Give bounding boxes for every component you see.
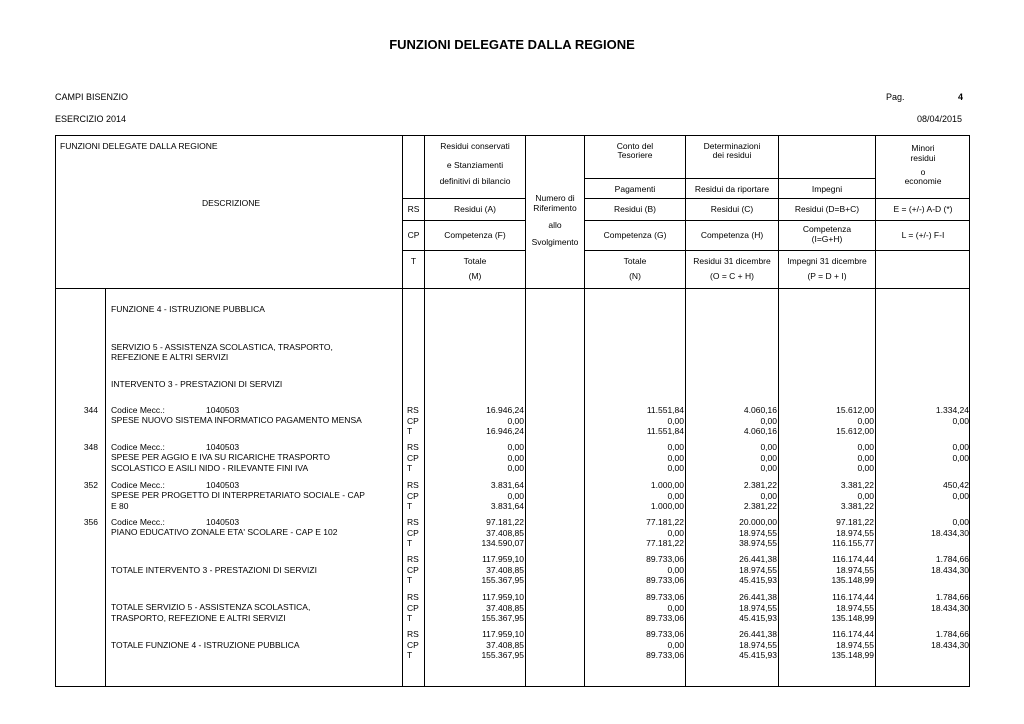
col-residui-h3: definitivi di bilancio bbox=[439, 176, 511, 186]
value-a: 117.959,10 37.408,85 155.367,95 bbox=[481, 554, 524, 585]
value-c: 26.441,38 18.974,55 45.415,93 bbox=[739, 629, 777, 660]
grid-line bbox=[584, 136, 585, 687]
col-e-formula: E = (+/-) A-D (*) bbox=[893, 204, 953, 214]
row-number: 352 bbox=[83, 480, 98, 490]
col-competenza-i2: (I=G+H) bbox=[811, 234, 843, 244]
codice-label: Codice Mecc.: bbox=[111, 442, 165, 452]
funzione-heading: FUNZIONE 4 - ISTRUZIONE PUBBLICA bbox=[111, 304, 265, 314]
col-conto-h1: Conto del bbox=[616, 141, 654, 151]
esercizio: ESERCIZIO 2014 bbox=[55, 114, 127, 124]
value-d: 116.174,44 18.974,55 135.148,99 bbox=[831, 592, 874, 623]
col-impegni: Impegni bbox=[811, 184, 843, 194]
total-label: TOTALE SERVIZIO 5 - ASSISTENZA SCOLASTICA, TRASPORTO, REFEZIONE E ALTRI SERVIZI bbox=[111, 602, 311, 623]
value-c: 26.441,38 18.974,55 45.415,93 bbox=[739, 554, 777, 585]
servizio-heading-1: SERVIZIO 5 - ASSISTENZA SCOLASTICA, TRASPORTO, bbox=[111, 342, 333, 352]
value-b: 89.733,06 0,00 89.733,06 bbox=[646, 554, 684, 585]
codice-mecc: 1040503 bbox=[206, 517, 240, 527]
grid-line bbox=[402, 220, 525, 221]
value-c: 2.381,22 0,00 2.381,22 bbox=[743, 480, 777, 511]
col-res31-1: Residui 31 dicembre bbox=[693, 256, 771, 266]
col-residui-h2: e Stanziamenti bbox=[446, 160, 504, 170]
value-d: 97.181,22 18.974,55 116.155,77 bbox=[832, 517, 874, 548]
col-competenza-h: Competenza (H) bbox=[700, 230, 764, 240]
codice-label: Codice Mecc.: bbox=[111, 405, 165, 415]
value-e: 450,42 0,00 bbox=[943, 480, 969, 501]
value-c: 0,00 0,00 0,00 bbox=[760, 442, 777, 473]
intervento-heading: INTERVENTO 3 - PRESTAZIONI DI SERVIZI bbox=[111, 379, 283, 389]
col-totale-m1: Totale bbox=[463, 256, 487, 266]
grid-line bbox=[56, 288, 969, 289]
row-codes: RS CP T bbox=[407, 517, 419, 548]
grid-line bbox=[585, 178, 875, 179]
grid-line bbox=[402, 250, 525, 251]
code-t: T bbox=[410, 256, 417, 266]
page-label: Pag. bbox=[886, 92, 905, 102]
col-imp31-1: Impegni 31 dicembre bbox=[787, 256, 867, 266]
row-description: SPESE PER PROGETTO DI INTERPRETARIATO SOCIALE - CAP E 80 bbox=[111, 490, 365, 511]
codice-label: Codice Mecc.: bbox=[111, 480, 165, 490]
col-totale-n2: (N) bbox=[629, 271, 641, 281]
col-determ-h2: dei residui bbox=[712, 150, 752, 160]
col-conto-h2: Tesoriere bbox=[617, 150, 653, 160]
value-e: 0,00 0,00 bbox=[952, 442, 969, 463]
col-minori-h2: residui bbox=[910, 153, 936, 163]
grid-line bbox=[402, 136, 403, 687]
value-d: 3.381,22 0,00 3.381,22 bbox=[840, 480, 874, 511]
value-a: 16.946,24 0,00 16.946,24 bbox=[486, 405, 524, 436]
code-cp: CP bbox=[407, 230, 420, 240]
codice-mecc: 1040503 bbox=[206, 405, 240, 415]
value-e: 1.334,24 0,00 bbox=[935, 405, 969, 426]
grid-line bbox=[585, 198, 970, 199]
value-b: 1.000,00 0,00 1.000,00 bbox=[650, 480, 684, 511]
col-res31-2: (O = C + H) bbox=[710, 271, 754, 281]
row-description: PIANO EDUCATIVO ZONALE ETA' SCOLARE - CAP E 102 bbox=[111, 527, 338, 537]
comune-name: CAMPI BISENZIO bbox=[55, 92, 129, 102]
col-residui-a: Residui (A) bbox=[453, 204, 497, 214]
report-table bbox=[55, 135, 970, 687]
value-c: 4.060,16 0,00 4.060,16 bbox=[743, 405, 777, 436]
col-numero-h3: allo bbox=[548, 220, 562, 230]
grid-line bbox=[105, 288, 106, 687]
row-codes: RS CP T bbox=[407, 629, 419, 660]
col-residui-riportare: Residui da riportare bbox=[694, 184, 770, 194]
grid-line bbox=[685, 136, 686, 687]
row-number: 348 bbox=[83, 442, 98, 452]
value-d: 116.174,44 18.974,55 135.148,99 bbox=[831, 554, 874, 585]
row-codes: RS CP T bbox=[407, 480, 419, 511]
value-b: 0,00 0,00 0,00 bbox=[667, 442, 684, 473]
value-c: 26.441,38 18.974,55 45.415,93 bbox=[739, 592, 777, 623]
row-codes: RS CP T bbox=[407, 554, 419, 585]
row-codes: RS CP T bbox=[407, 592, 419, 623]
value-e: 0,00 18.434,30 bbox=[931, 517, 969, 538]
value-a: 0,00 0,00 0,00 bbox=[507, 442, 524, 473]
total-label: TOTALE INTERVENTO 3 - PRESTAZIONI DI SERVIZI bbox=[111, 565, 317, 575]
grid-line bbox=[875, 136, 876, 687]
value-b: 89.733,06 0,00 89.733,06 bbox=[646, 592, 684, 623]
value-c: 20.000,00 18.974,55 38.974,55 bbox=[739, 517, 777, 548]
row-codes: RS CP T bbox=[407, 405, 419, 436]
col-residui-b: Residui (B) bbox=[613, 204, 657, 214]
row-number: 344 bbox=[83, 405, 98, 415]
page-title: FUNZIONI DELEGATE DALLA REGIONE bbox=[389, 37, 635, 52]
col-numero-h4: Svolgimento bbox=[531, 237, 579, 247]
codice-mecc: 1040503 bbox=[206, 480, 240, 490]
grid-line bbox=[424, 136, 425, 687]
value-b: 77.181,22 0,00 77.181,22 bbox=[646, 517, 684, 548]
page-number: 4 bbox=[958, 92, 964, 102]
col-l-formula: L = (+/-) F-I bbox=[901, 230, 945, 240]
col-totale-n1: Totale bbox=[623, 256, 647, 266]
col-residui-h1: Residui conservati bbox=[440, 141, 510, 151]
col-minori-h4: economie bbox=[904, 176, 942, 186]
col-numero-h1: Numero di bbox=[535, 193, 575, 203]
grid-line bbox=[585, 220, 970, 221]
col-competenza-i1: Competenza bbox=[802, 224, 852, 234]
row-description: SPESE NUOVO SISTEMA INFORMATICO PAGAMENTO MENSA bbox=[111, 415, 362, 425]
row-codes: RS CP T bbox=[407, 442, 419, 473]
col-residui-c: Residui (C) bbox=[710, 204, 754, 214]
codice-mecc: 1040503 bbox=[206, 442, 240, 452]
section-title: FUNZIONI DELEGATE DALLA REGIONE bbox=[60, 141, 218, 151]
value-a: 97.181,22 37.408,85 134.590,07 bbox=[481, 517, 524, 548]
col-imp31-2: (P = D + I) bbox=[807, 271, 847, 281]
total-label: TOTALE FUNZIONE 4 - ISTRUZIONE PUBBLICA bbox=[111, 640, 300, 650]
row-description: SPESE PER AGGIO E IVA SU RICARICHE TRASPORTO SCOLASTICO E ASILI NIDO - RILEVANTE FINI IVA bbox=[111, 452, 331, 473]
row-number: 356 bbox=[83, 517, 98, 527]
codice-label: Codice Mecc.: bbox=[111, 517, 165, 527]
value-a: 117.959,10 37.408,85 155.367,95 bbox=[481, 629, 524, 660]
col-pagamenti: Pagamenti bbox=[614, 184, 656, 194]
col-competenza-g: Competenza (G) bbox=[603, 230, 667, 240]
servizio-heading-2: REFEZIONE E ALTRI SERVIZI bbox=[111, 352, 229, 362]
value-e: 1.784,66 18.434,30 bbox=[931, 592, 969, 613]
grid-line bbox=[525, 136, 526, 687]
value-d: 15.612,00 0,00 15.612,00 bbox=[836, 405, 874, 436]
col-determ-h1: Determinazioni bbox=[703, 141, 761, 151]
col-minori-h1: Minori bbox=[911, 143, 935, 153]
grid-line bbox=[402, 198, 525, 199]
value-e: 1.784,66 18.434,30 bbox=[931, 554, 969, 575]
value-d: 0,00 0,00 0,00 bbox=[857, 442, 874, 473]
code-rs: RS bbox=[407, 204, 420, 214]
value-a: 3.831,64 0,00 3.831,64 bbox=[490, 480, 524, 511]
grid-line bbox=[585, 250, 970, 251]
value-a: 117.959,10 37.408,85 155.367,95 bbox=[481, 592, 524, 623]
value-b: 89.733,06 0,00 89.733,06 bbox=[646, 629, 684, 660]
col-totale-m2: (M) bbox=[468, 271, 482, 281]
col-residui-d: Residui (D=B+C) bbox=[794, 204, 860, 214]
col-numero-h2: Riferimento bbox=[533, 203, 577, 213]
col-minori-h3: o bbox=[920, 167, 926, 177]
value-e: 1.784,66 18.434,30 bbox=[931, 629, 969, 650]
value-d: 116.174,44 18.974,55 135.148,99 bbox=[831, 629, 874, 660]
grid-line bbox=[778, 136, 779, 687]
col-descrizione: DESCRIZIONE bbox=[201, 198, 261, 208]
value-b: 11.551,84 0,00 11.551,84 bbox=[646, 405, 684, 436]
col-competenza-f: Competenza (F) bbox=[444, 230, 506, 240]
print-date: 08/04/2015 bbox=[917, 114, 963, 124]
